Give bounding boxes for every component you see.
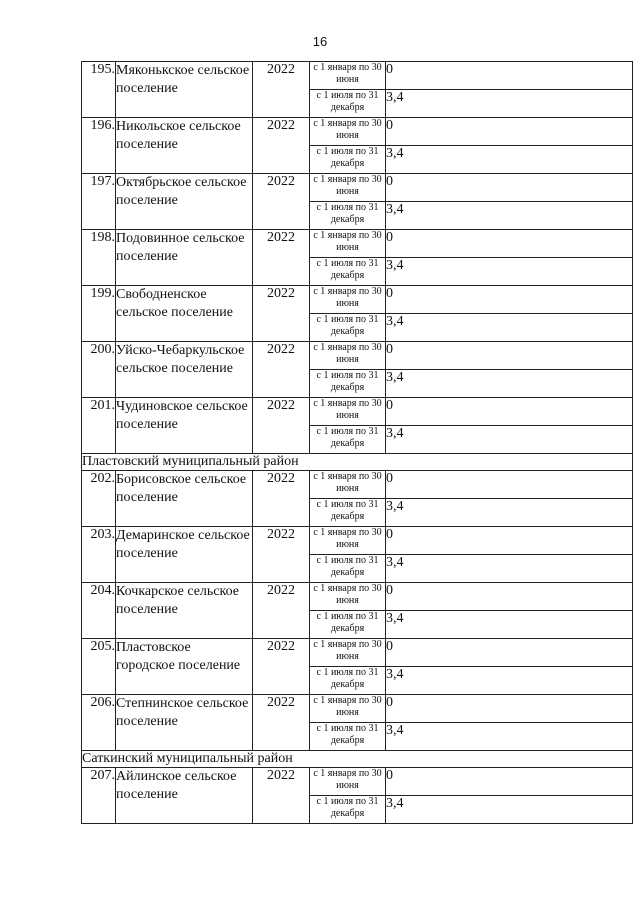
settlement-name: Айлинское сельское поселение: [116, 768, 253, 824]
region-header-row: [82, 454, 633, 471]
table-row: [82, 174, 633, 202]
year-cell: 2022: [253, 527, 310, 583]
row-number: 207.: [82, 768, 116, 824]
region-header-row: [82, 751, 633, 768]
period-cell: с 1 июля по 31 декабря: [310, 555, 386, 583]
settlement-name: Кочкарское сельское поселение: [116, 583, 253, 639]
period-cell: с 1 июля по 31 декабря: [310, 314, 386, 342]
settlement-name: Степнинское сельское поселение: [116, 695, 253, 751]
settlement-name: Демаринское сельское поселение: [116, 527, 253, 583]
rate-value: 3,4: [386, 90, 633, 118]
rate-value: 0: [386, 174, 633, 202]
row-number: 197.: [82, 174, 116, 230]
period-cell: с 1 января по 30 июня: [310, 695, 386, 723]
table-body: [82, 62, 633, 824]
rate-value: 0: [386, 118, 633, 146]
period-cell: с 1 июля по 31 декабря: [310, 90, 386, 118]
row-number: 206.: [82, 695, 116, 751]
period-cell: с 1 июля по 31 декабря: [310, 796, 386, 824]
row-number: 201.: [82, 398, 116, 454]
settlement-name: Никольское сельское поселение: [116, 118, 253, 174]
tax-rate-table: [81, 61, 633, 824]
period-cell: с 1 января по 30 июня: [310, 286, 386, 314]
table-row: [82, 639, 633, 667]
rate-value: 3,4: [386, 723, 633, 751]
row-number: 200.: [82, 342, 116, 398]
period-cell: с 1 июля по 31 декабря: [310, 426, 386, 454]
settlement-name: Пластовское городское поселение: [116, 639, 253, 695]
rate-value: 0: [386, 639, 633, 667]
period-cell: с 1 января по 30 июня: [310, 230, 386, 258]
row-number: 203.: [82, 527, 116, 583]
period-cell: с 1 января по 30 июня: [310, 398, 386, 426]
year-cell: 2022: [253, 768, 310, 824]
rate-value: 3,4: [386, 314, 633, 342]
settlement-name: Мяконькское сельское поселение: [116, 62, 253, 118]
year-cell: 2022: [253, 286, 310, 342]
table-row: [82, 471, 633, 499]
table-row: [82, 230, 633, 258]
rate-value: 3,4: [386, 426, 633, 454]
table-row: [82, 118, 633, 146]
year-cell: 2022: [253, 174, 310, 230]
row-number: 204.: [82, 583, 116, 639]
settlement-name: Подовинное сельское поселение: [116, 230, 253, 286]
settlement-name: Свободненское сельское поселение: [116, 286, 253, 342]
year-cell: 2022: [253, 342, 310, 398]
rate-value: 0: [386, 768, 633, 796]
settlement-name: Уйско-Чебаркульское сельское поселение: [116, 342, 253, 398]
rate-value: 0: [386, 230, 633, 258]
rate-value: 0: [386, 342, 633, 370]
period-cell: с 1 января по 30 июня: [310, 583, 386, 611]
period-cell: с 1 июля по 31 декабря: [310, 258, 386, 286]
rate-value: 0: [386, 286, 633, 314]
rate-value: 0: [386, 527, 633, 555]
region-name: Саткинский муниципальный район: [82, 751, 633, 768]
period-cell: с 1 января по 30 июня: [310, 471, 386, 499]
year-cell: 2022: [253, 639, 310, 695]
table-row: [82, 768, 633, 796]
table-row: [82, 342, 633, 370]
year-cell: 2022: [253, 398, 310, 454]
period-cell: с 1 января по 30 июня: [310, 527, 386, 555]
period-cell: с 1 января по 30 июня: [310, 768, 386, 796]
rate-value: 3,4: [386, 796, 633, 824]
period-cell: с 1 июля по 31 декабря: [310, 611, 386, 639]
year-cell: 2022: [253, 471, 310, 527]
period-cell: с 1 июля по 31 декабря: [310, 146, 386, 174]
page-number: 16: [312, 34, 328, 49]
year-cell: 2022: [253, 118, 310, 174]
table-row: [82, 286, 633, 314]
year-cell: 2022: [253, 62, 310, 118]
settlement-name: Борисовское сельское поселение: [116, 471, 253, 527]
period-cell: с 1 июля по 31 декабря: [310, 499, 386, 527]
rate-value: 3,4: [386, 146, 633, 174]
row-number: 196.: [82, 118, 116, 174]
period-cell: с 1 июля по 31 декабря: [310, 667, 386, 695]
rate-value: 0: [386, 398, 633, 426]
settlement-name: Октябрьское сельское поселение: [116, 174, 253, 230]
rate-value: 3,4: [386, 258, 633, 286]
row-number: 205.: [82, 639, 116, 695]
row-number: 195.: [82, 62, 116, 118]
rate-value: 3,4: [386, 667, 633, 695]
rate-value: 3,4: [386, 499, 633, 527]
rate-value: 3,4: [386, 555, 633, 583]
row-number: 198.: [82, 230, 116, 286]
rate-value: 3,4: [386, 202, 633, 230]
row-number: 202.: [82, 471, 116, 527]
table-row: [82, 398, 633, 426]
year-cell: 2022: [253, 230, 310, 286]
period-cell: с 1 января по 30 июня: [310, 62, 386, 90]
period-cell: с 1 января по 30 июня: [310, 118, 386, 146]
region-name: Пластовский муниципальный район: [82, 454, 633, 471]
year-cell: 2022: [253, 583, 310, 639]
period-cell: с 1 января по 30 июня: [310, 342, 386, 370]
period-cell: с 1 января по 30 июня: [310, 639, 386, 667]
table-row: [82, 527, 633, 555]
rate-value: 3,4: [386, 611, 633, 639]
rate-value: 0: [386, 695, 633, 723]
table-row: [82, 583, 633, 611]
period-cell: с 1 июля по 31 декабря: [310, 370, 386, 398]
table-row: [82, 695, 633, 723]
rate-value: 3,4: [386, 370, 633, 398]
settlement-name: Чудиновское сельское поселение: [116, 398, 253, 454]
year-cell: 2022: [253, 695, 310, 751]
table-row: [82, 62, 633, 90]
period-cell: с 1 июля по 31 декабря: [310, 723, 386, 751]
period-cell: с 1 января по 30 июня: [310, 174, 386, 202]
period-cell: с 1 июля по 31 декабря: [310, 202, 386, 230]
row-number: 199.: [82, 286, 116, 342]
rate-value: 0: [386, 583, 633, 611]
rate-value: 0: [386, 471, 633, 499]
rate-value: 0: [386, 62, 633, 90]
